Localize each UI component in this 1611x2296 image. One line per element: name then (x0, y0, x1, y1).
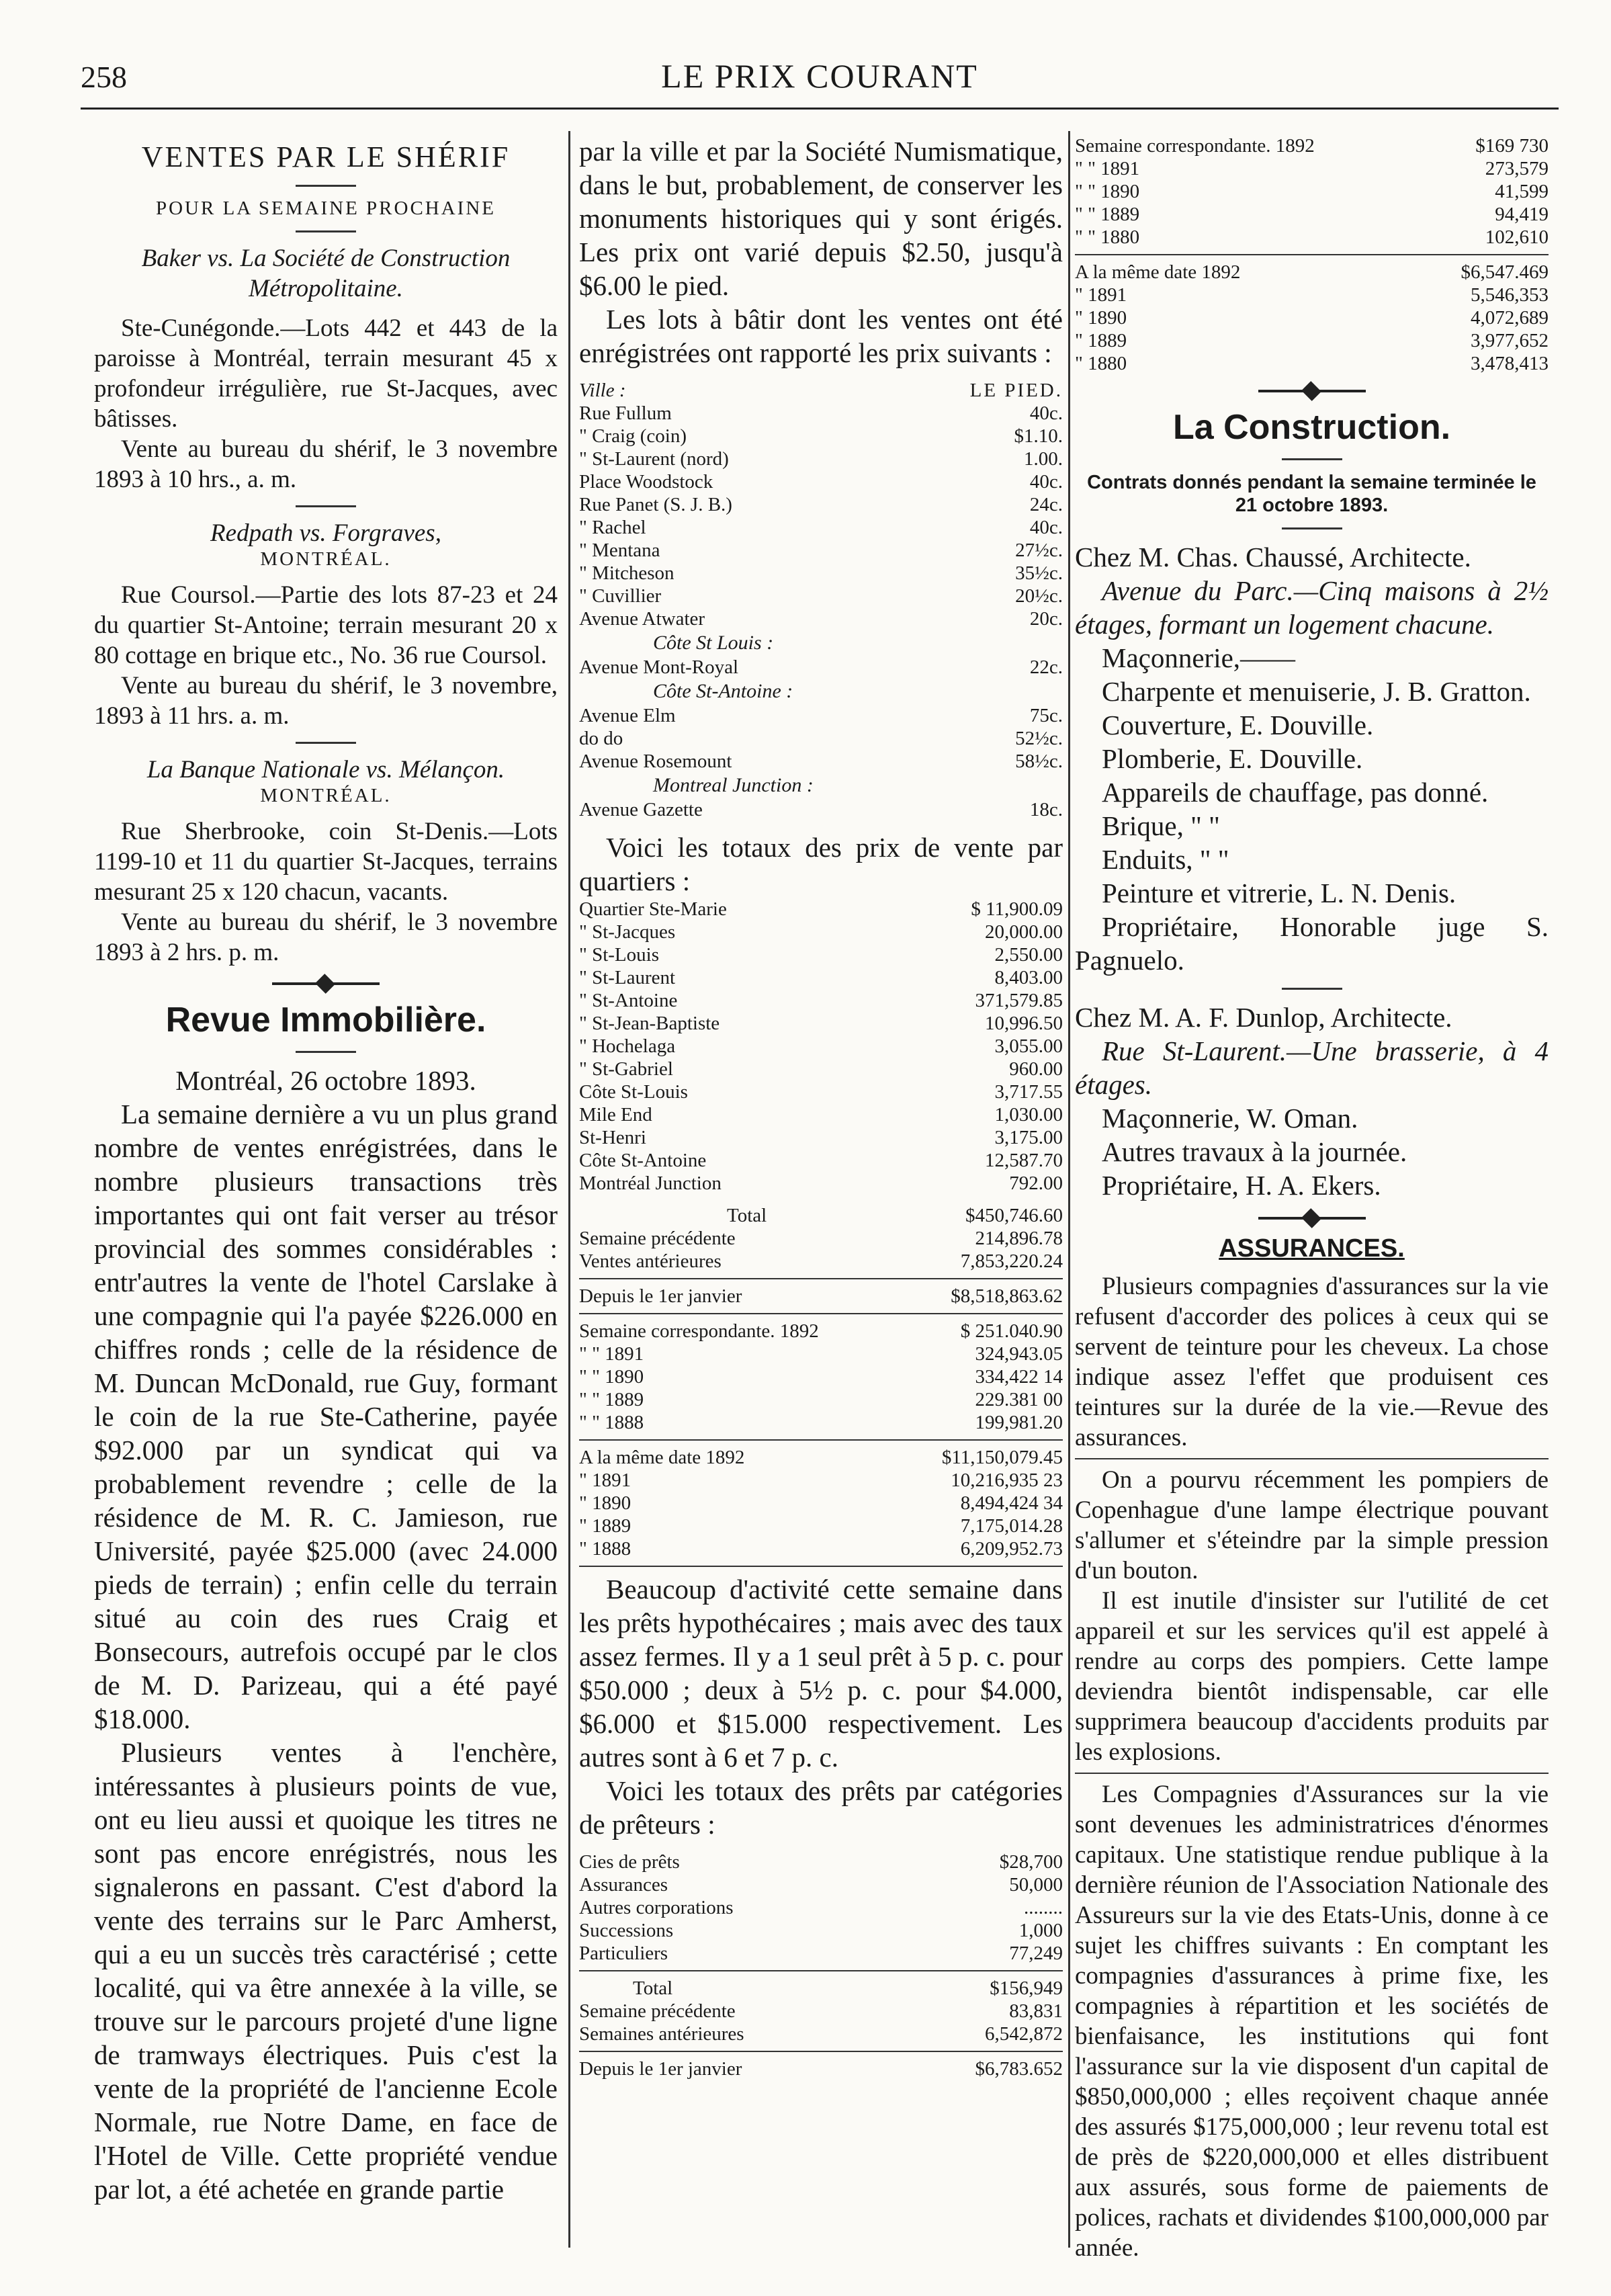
table-row (579, 2023, 1063, 2045)
contract-line: Maçonnerie,—— (1102, 642, 1296, 673)
row-value: $6,547.469 (1461, 261, 1549, 283)
table-row (579, 448, 1063, 470)
ornament-separator (1258, 390, 1366, 392)
row-name: Mile End (579, 1104, 652, 1125)
row-name: Avenue Rosemount (579, 751, 732, 772)
rule (579, 1566, 1063, 1567)
page-title: LE PRIX COURANT (661, 57, 978, 95)
row-value: 40c. (1029, 471, 1063, 493)
row-name: " " 1890 (1075, 181, 1140, 202)
table-row (579, 1058, 1063, 1080)
table-row (579, 1873, 1063, 1896)
table-header (579, 379, 1063, 402)
row-name: Total (633, 1978, 673, 1999)
row-name: " Rachel (579, 517, 646, 538)
row-name: do do (579, 728, 623, 749)
row-value: 334,422 14 (975, 1366, 1063, 1388)
row-value: 10,216,935 23 (951, 1470, 1063, 1491)
table-row (579, 1250, 1063, 1273)
row-value: 20,000.00 (985, 921, 1063, 943)
row-name: Avenue Elm (579, 705, 676, 726)
row-name: Avenue Atwater (579, 608, 705, 630)
row-value: 94,419 (1495, 204, 1549, 225)
row-value: 35½c. (1015, 562, 1063, 584)
column-rule (1068, 131, 1070, 2248)
table-row (579, 1896, 1063, 1919)
assurances-paragraph: On a pourvu récemment les pompiers de Copenhague d'une lampe électrique pouvant s'allumer et s'éteindre par la simple pression d'un bouton. (1075, 1466, 1549, 1584)
table-row (579, 1942, 1063, 1965)
construction-subtitle: Contrats donnés pendant la semaine terminée le 21 octobre 1893. (1087, 472, 1536, 516)
table-row (579, 1492, 1063, 1515)
table-row (579, 2000, 1063, 2023)
row-value: 273,579 (1485, 158, 1549, 179)
table-row (1075, 261, 1549, 284)
row-name: " St-Jacques (579, 921, 676, 943)
contract-line: Couverture, E. Douville. (1102, 710, 1374, 740)
row-value: $169 730 (1475, 135, 1549, 157)
row-value: 3,977,652 (1471, 330, 1549, 351)
case-text: Rue Sherbrooke, coin St-Denis.—Lots 1199-10 et 11 du quartier St-Jacques, terrains mesurant 25 x 120 chacun, vacants. (94, 818, 558, 906)
row-name: " St-Antoine (579, 990, 678, 1011)
table-row (579, 493, 1063, 516)
table-row (579, 921, 1063, 943)
lots-table (579, 704, 1063, 773)
table-row (579, 1411, 1063, 1434)
row-value: 1.00. (1024, 448, 1063, 470)
row-name: " " 1880 (1075, 226, 1140, 248)
table-head-left: Ville : (579, 380, 626, 401)
table-row (579, 656, 1063, 679)
case-place: MONTRÉAL. (260, 785, 392, 806)
row-value: 4,072,689 (1471, 307, 1549, 329)
row-value: 3,055.00 (994, 1035, 1063, 1057)
row-value: 50,000 (1009, 1874, 1063, 1896)
contract-line: Enduits, " " (1102, 844, 1229, 875)
corr-table (1075, 134, 1549, 249)
row-name: Semaines antérieures (579, 2023, 744, 2045)
row-name: Semaine correspondante. 1892 (579, 1320, 819, 1342)
row-name: Ventes antérieures (579, 1250, 722, 1272)
separator (296, 505, 356, 507)
row-value: 102,610 (1485, 226, 1549, 248)
row-value: 229.381 00 (975, 1389, 1063, 1410)
assurances-title: ASSURANCES. (1219, 1234, 1405, 1263)
row-value: 7,853,220.24 (960, 1250, 1063, 1272)
row-value: $ 251.040.90 (960, 1320, 1063, 1342)
table-row (579, 1388, 1063, 1411)
row-name: Successions (579, 1920, 674, 1941)
table-row (579, 1126, 1063, 1149)
table-row (1075, 157, 1549, 180)
table-row (579, 1919, 1063, 1942)
sheriff-sales-subtitle: POUR LA SEMAINE PROCHAINE (155, 198, 496, 219)
table-row (579, 2057, 1063, 2080)
row-value: $1.10. (1014, 425, 1063, 447)
rule (579, 2051, 1063, 2052)
row-value: 75c. (1029, 705, 1063, 726)
case-sale: Vente au bureau du shérif, le 3 novembre 1893 à 2 hrs. p. m. (94, 908, 558, 966)
column-left (94, 134, 558, 2206)
sheriff-case (94, 518, 558, 731)
case-parties: La Banque Nationale vs. Mélançon. (146, 756, 505, 783)
row-name: " " 1890 (579, 1366, 644, 1388)
row-value: 40c. (1029, 517, 1063, 538)
row-value: $450,746.60 (965, 1205, 1063, 1226)
row-name: " St-Laurent (nord) (579, 448, 729, 470)
paragraph: Voici les totaux des prêts par catégories de prêteurs : (579, 1775, 1063, 1840)
date-table (1075, 261, 1549, 375)
table-row (579, 1035, 1063, 1058)
sheriff-case (94, 755, 558, 968)
row-value: 2,550.00 (994, 944, 1063, 966)
ornament-separator (1258, 1217, 1366, 1220)
row-name: " St-Jean-Baptiste (579, 1013, 720, 1034)
rule (1075, 254, 1549, 255)
row-value: 1,000 (1018, 1920, 1063, 1941)
row-value: 10,996.50 (985, 1013, 1063, 1034)
table-row (1075, 329, 1549, 352)
separator (1282, 458, 1342, 460)
paragraph: Beaucoup d'activité cette semaine dans les prêts hypothécaires ; mais avec des taux assez fermes. Il y a 1 seul prêt à 5 p. c. pour $50.000 ; deux à 5½ p. c. pour $4.000, $6.000 et $15.000 respectivement. Les autres sont à 6 et 7 p. c. (579, 1574, 1063, 1773)
row-value: 24c. (1029, 494, 1063, 515)
prets-table (579, 1851, 1063, 1965)
assurances-paragraph: Il est inutile d'insister sur l'utilité de cet appareil et sur les services qu'il est appelé à rendre au corps des pompiers. Cette lampe deviendra bientôt indispensable, car elle supprimera beaucoup d'accidents produits par les explosions. (1075, 1587, 1549, 1766)
row-value: 960.00 (1009, 1058, 1063, 1080)
table-row (579, 1227, 1063, 1250)
table-row (579, 989, 1063, 1012)
row-name: " Mitcheson (579, 562, 674, 584)
column-rule (568, 131, 570, 2248)
row-name: Cies de prêts (579, 1851, 680, 1873)
row-value: 371,579.85 (975, 990, 1063, 1011)
row-value: $156,949 (990, 1978, 1063, 1999)
table-row (579, 1469, 1063, 1492)
page-number: 258 (81, 60, 127, 94)
row-value: $11,150,079.45 (941, 1447, 1063, 1468)
table-row (579, 943, 1063, 966)
table-subheading: Côte St Louis : (653, 632, 774, 654)
table-row (579, 966, 1063, 989)
table-row (579, 539, 1063, 562)
column-middle (579, 134, 1063, 2080)
row-value: 8,494,424 34 (960, 1492, 1063, 1514)
separator (1282, 988, 1342, 990)
lots-table (579, 379, 1063, 630)
row-name: Côte St-Louis (579, 1081, 688, 1103)
page-header (81, 47, 1559, 110)
ornament-separator (272, 982, 380, 985)
row-name: " Mentana (579, 540, 660, 561)
row-name: " " 1891 (1075, 158, 1140, 179)
prets-total (579, 1977, 1063, 2045)
row-name: " " 1889 (579, 1389, 644, 1410)
table-row (579, 798, 1063, 821)
case-text: Ste-Cunégonde.—Lots 442 et 443 de la paroisse à Montréal, terrain mesurant 45 x profondeur irrégulière, rue St-Jacques, avec bâtisses. (94, 314, 558, 433)
row-name: Semaine précédente (579, 2000, 736, 2022)
row-name: Semaine précédente (579, 1228, 736, 1249)
table-row (579, 470, 1063, 493)
separator (296, 742, 356, 744)
table-row (579, 1285, 1063, 1308)
architect-heading: Chez M. A. F. Dunlop, Architecte. (1075, 1002, 1452, 1033)
row-name: Depuis le 1er janvier (579, 1285, 742, 1307)
separator (296, 185, 356, 187)
row-name: " 1891 (579, 1470, 632, 1491)
row-name: " " 1888 (579, 1412, 644, 1433)
row-name: " Craig (coin) (579, 425, 687, 447)
paragraph: par la ville et par la Société Numismatique, dans le but, probablement, de conserver les monuments historiques qui y sont érigés. Les prix ont varié depuis $2.50, jusqu'à $6.00 le pied. (579, 136, 1063, 301)
row-name: " 1889 (1075, 330, 1127, 351)
row-name: " " 1891 (579, 1343, 644, 1365)
revue-title: Revue Immobilière. (165, 1001, 486, 1039)
row-name: " St-Louis (579, 944, 659, 966)
row-name: " 1880 (1075, 353, 1127, 374)
table-subheading: Côte St-Antoine : (653, 680, 793, 702)
rule (1075, 1458, 1549, 1459)
revue-paragraph: Plusieurs ventes à l'enchère, intéressantes à plusieurs points de vue, ont eu lieu aussi et quoique les titres ne sont pas encore enrégistrés, nous les signalerons en passant. C'est d'abord la vente des terrains sur le Parc Amherst, qui a eu un succès très caractérisé ; cette localité, qui va être annexée à la ville, se trouve sur le parcours projeté d'une ligne de tramways électriques. Puis c'est la vente de la propriété de l'ancienne Ecole Normale, rue Notre Dame, en face de l'Hotel de Ville. Cette propriété vendue par lot, a été achetée en grande partie (94, 1737, 558, 2205)
table-row (579, 1343, 1063, 1365)
revue-date: Montréal, 26 octobre 1893. (175, 1065, 476, 1096)
architect-heading: Chez M. Chas. Chaussé, Architecte. (1075, 542, 1471, 572)
row-value: 8,403.00 (994, 967, 1063, 988)
row-value: 27½c. (1015, 540, 1063, 561)
row-name: Rue Fullum (579, 402, 672, 424)
row-name: " St-Gabriel (579, 1058, 673, 1080)
table-row (1075, 134, 1549, 157)
row-value: 6,209,952.73 (960, 1538, 1063, 1560)
case-sale: Vente au bureau du shérif, le 3 novembre, 1893 à 11 hrs. a. m. (94, 672, 558, 730)
separator (296, 1051, 356, 1053)
table-row (579, 402, 1063, 425)
row-name: Avenue Gazette (579, 799, 703, 820)
row-name: A la même date 1892 (579, 1447, 745, 1468)
lots-table (579, 798, 1063, 821)
row-value: 22c. (1029, 656, 1063, 678)
row-name: Place Woodstock (579, 471, 713, 493)
paragraph: Voici les totaux des prix de vente par quartiers : (579, 832, 1063, 896)
table-row (579, 1446, 1063, 1469)
rule (579, 1313, 1063, 1314)
quartiers-table (579, 898, 1063, 1195)
row-value: 83,831 (1009, 2000, 1063, 2022)
row-name: Particuliers (579, 1943, 668, 1964)
row-name: Semaine correspondante. 1892 (1075, 135, 1315, 157)
row-name: A la même date 1892 (1075, 261, 1241, 283)
contract-line: Plomberie, E. Douville. (1102, 743, 1363, 774)
table-row (579, 1012, 1063, 1035)
contract-line: Propriétaire, H. A. Ekers. (1102, 1170, 1381, 1201)
table-row (579, 607, 1063, 630)
row-value: $28,700 (999, 1851, 1063, 1873)
separator (1282, 527, 1342, 529)
row-name: " Hochelaga (579, 1035, 676, 1057)
table-head-right: LE PIED. (969, 380, 1063, 401)
construction-title: La Construction. (1172, 408, 1451, 447)
rule (1075, 1773, 1549, 1774)
rule (579, 1278, 1063, 1279)
assurances-paragraph: Plusieurs compagnies d'assurances sur la vie refusent d'accorder des polices à ceux qui se servent de teinture pour les cheveux. La chose indique assez l'effet que produisent ces teintures sur la durée de la vie.—Revue des assurances. (1075, 1273, 1549, 1451)
row-name: " 1888 (579, 1538, 632, 1560)
row-value: 41,599 (1495, 181, 1549, 202)
table-row (1075, 226, 1549, 249)
case-place: MONTRÉAL. (260, 548, 392, 570)
table-row (579, 1977, 1063, 2000)
contract-line: Appareils de chauffage, pas donné. (1102, 777, 1489, 808)
contract-line: Propriétaire, Honorable juge S. Pagnuelo. (1075, 911, 1549, 976)
row-value: 1,030.00 (994, 1104, 1063, 1125)
row-value: 214,896.78 (975, 1228, 1063, 1249)
case-parties: Baker vs. La Société de Construction Métropolitaine. (141, 245, 511, 302)
row-name: " 1889 (579, 1515, 632, 1537)
row-name: Depuis le 1er janvier (579, 2058, 742, 2080)
row-value: 77,249 (1009, 1943, 1063, 1964)
row-value: 52½c. (1015, 728, 1063, 749)
row-value: 6,542,872 (985, 2023, 1063, 2045)
table-row (579, 562, 1063, 585)
lots-table (579, 656, 1063, 679)
row-name: Autres corporations (579, 1897, 734, 1918)
row-value: 792.00 (1009, 1173, 1063, 1194)
table-subheading: Montreal Junction : (653, 774, 814, 796)
row-value: 58½c. (1015, 751, 1063, 772)
prets-depuis (579, 2057, 1063, 2080)
row-name: Total (727, 1205, 767, 1226)
table-row (1075, 306, 1549, 329)
contract-line: Maçonnerie, W. Oman. (1102, 1103, 1358, 1134)
case-text: Rue Coursol.—Partie des lots 87-23 et 24 du quartier St-Antoine; terrain mesurant 20 x 80 cottage en brique etc., No. 36 rue Coursol. (94, 581, 558, 669)
table-row (579, 1537, 1063, 1560)
table-row (579, 727, 1063, 750)
table-row (579, 1172, 1063, 1195)
row-value: 18c. (1029, 799, 1063, 820)
row-value: ........ (1024, 1897, 1063, 1918)
contract-line: Autres travaux à la journée. (1102, 1136, 1407, 1167)
rule (579, 1439, 1063, 1441)
table-row (579, 516, 1063, 539)
quartiers-total (579, 1204, 1063, 1273)
row-value: 7,175,014.28 (960, 1515, 1063, 1537)
case-parties: Redpath vs. Forgraves, (210, 519, 441, 547)
contract-description: Avenue du Parc.—Cinq maisons à 2½ étages, formant un logement chacune. (1075, 575, 1549, 640)
row-value: 3,175.00 (994, 1127, 1063, 1148)
table-row (579, 1080, 1063, 1103)
table-row (1075, 284, 1549, 306)
row-name: Assurances (579, 1874, 668, 1896)
row-value: 12,587.70 (985, 1150, 1063, 1171)
row-value: 324,943.05 (975, 1343, 1063, 1365)
table-row (579, 1204, 1063, 1227)
table-row (579, 585, 1063, 607)
table-row (1075, 203, 1549, 226)
table-row (579, 425, 1063, 448)
row-name: " Cuvillier (579, 585, 662, 607)
contract-line: Brique, " " (1102, 810, 1220, 841)
table-row (579, 1320, 1063, 1343)
row-name: " St-Laurent (579, 967, 676, 988)
separator (296, 230, 356, 232)
sheriff-case (94, 243, 558, 495)
row-name: " " 1889 (1075, 204, 1140, 225)
row-value: $8,518,863.62 (951, 1285, 1063, 1307)
row-value: $6,783.652 (975, 2058, 1063, 2080)
row-name: Rue Panet (S. J. B.) (579, 494, 732, 515)
table-row (579, 1365, 1063, 1388)
date-table (579, 1446, 1063, 1560)
row-name: " 1891 (1075, 284, 1127, 306)
row-name: Avenue Mont-Royal (579, 656, 739, 678)
row-name: Montréal Junction (579, 1173, 722, 1194)
row-value: $ 11,900.09 (971, 898, 1063, 920)
row-value: 3,717.55 (994, 1081, 1063, 1103)
table-row (579, 1103, 1063, 1126)
table-row (579, 1149, 1063, 1172)
case-sale: Vente au bureau du shérif, le 3 novembre 1893 à 10 hrs., a. m. (94, 435, 558, 493)
table-row (579, 1851, 1063, 1873)
assurances-paragraph: Les Compagnies d'Assurances sur la vie sont devenues les administratrices d'énormes capitaux. Une statistique rendue publique à la dernière réunion de l'Association Nationale des Assureurs sur la vie des Etats-Unis, donne à ce sujet les chiffres suivants : En comptant les compagnies d'assurances à prime fixe, les compagnies à répartition et les sociétés de bienfaisance, les institutions qui font l'assurance sur la vie disposent d'un capital de $850,000,000 ; elles reçoivent chaque année des assurés $175,000,000 ; leur revenu total est de près de $220,000,000 et elles distribuent aux assurés, sous forme de paiements de polices, rachats et dividendes $100,000,000 par année. (1075, 1781, 1549, 2262)
corr-table (579, 1320, 1063, 1434)
row-value: 5,546,353 (1471, 284, 1549, 306)
row-value: 20c. (1029, 608, 1063, 630)
row-name: " 1890 (1075, 307, 1127, 329)
paragraph: Les lots à bâtir dont les ventes ont été enrégistrées ont rapporté les prix suivants : (579, 304, 1063, 368)
row-name: St-Henri (579, 1127, 646, 1148)
row-value: 40c. (1029, 402, 1063, 424)
row-value: 199,981.20 (975, 1412, 1063, 1433)
contract-line: Charpente et menuiserie, J. B. Gratton. (1102, 676, 1531, 707)
revue-paragraph: La semaine dernière a vu un plus grand nombre de ventes enrégistrées, dans le nombre plusieurs transactions très importantes qui ont fait verser au trésor provincial des sommes considérables : entr'autres la vente de l'hotel Carslake à une compagnie qui l'a payée $226.000 en chiffres ronds ; celle de la résidence de M. Duncan McDonald, rue Guy, formant le coin de la rue Ste-Catherine, payée $92.000 par un syndicat qui va probablement revendre ; celle de la résidence de M. R. C. Jamieson, rue Université, payée $25.000 (avec 24.000 pieds de terrain) ; enfin celle du terrain situé au coin des rues Craig et Bonsecours, autrefois occupé par le clos de M. D. Parizeau, qui a été payé $18.000. (94, 1099, 558, 1734)
table-row (1075, 352, 1549, 375)
quartiers-depuis (579, 1285, 1063, 1308)
table-row (579, 750, 1063, 773)
row-name: " 1890 (579, 1492, 632, 1514)
row-value: 20½c. (1015, 585, 1063, 607)
table-row (1075, 180, 1549, 203)
column-right (1075, 134, 1549, 2263)
table-row (579, 1515, 1063, 1537)
sheriff-sales-title: VENTES PAR LE SHÉRIF (141, 140, 511, 173)
contract-description: Rue St-Laurent.—Une brasserie, à 4 étages. (1075, 1035, 1549, 1100)
row-name: Quartier Ste-Marie (579, 898, 727, 920)
row-value: 3,478,413 (1471, 353, 1549, 374)
rule (579, 1970, 1063, 1971)
row-name: Côte St-Antoine (579, 1150, 707, 1171)
table-row (579, 704, 1063, 727)
table-row (579, 898, 1063, 921)
contract-line: Peinture et vitrerie, L. N. Denis. (1102, 878, 1456, 908)
